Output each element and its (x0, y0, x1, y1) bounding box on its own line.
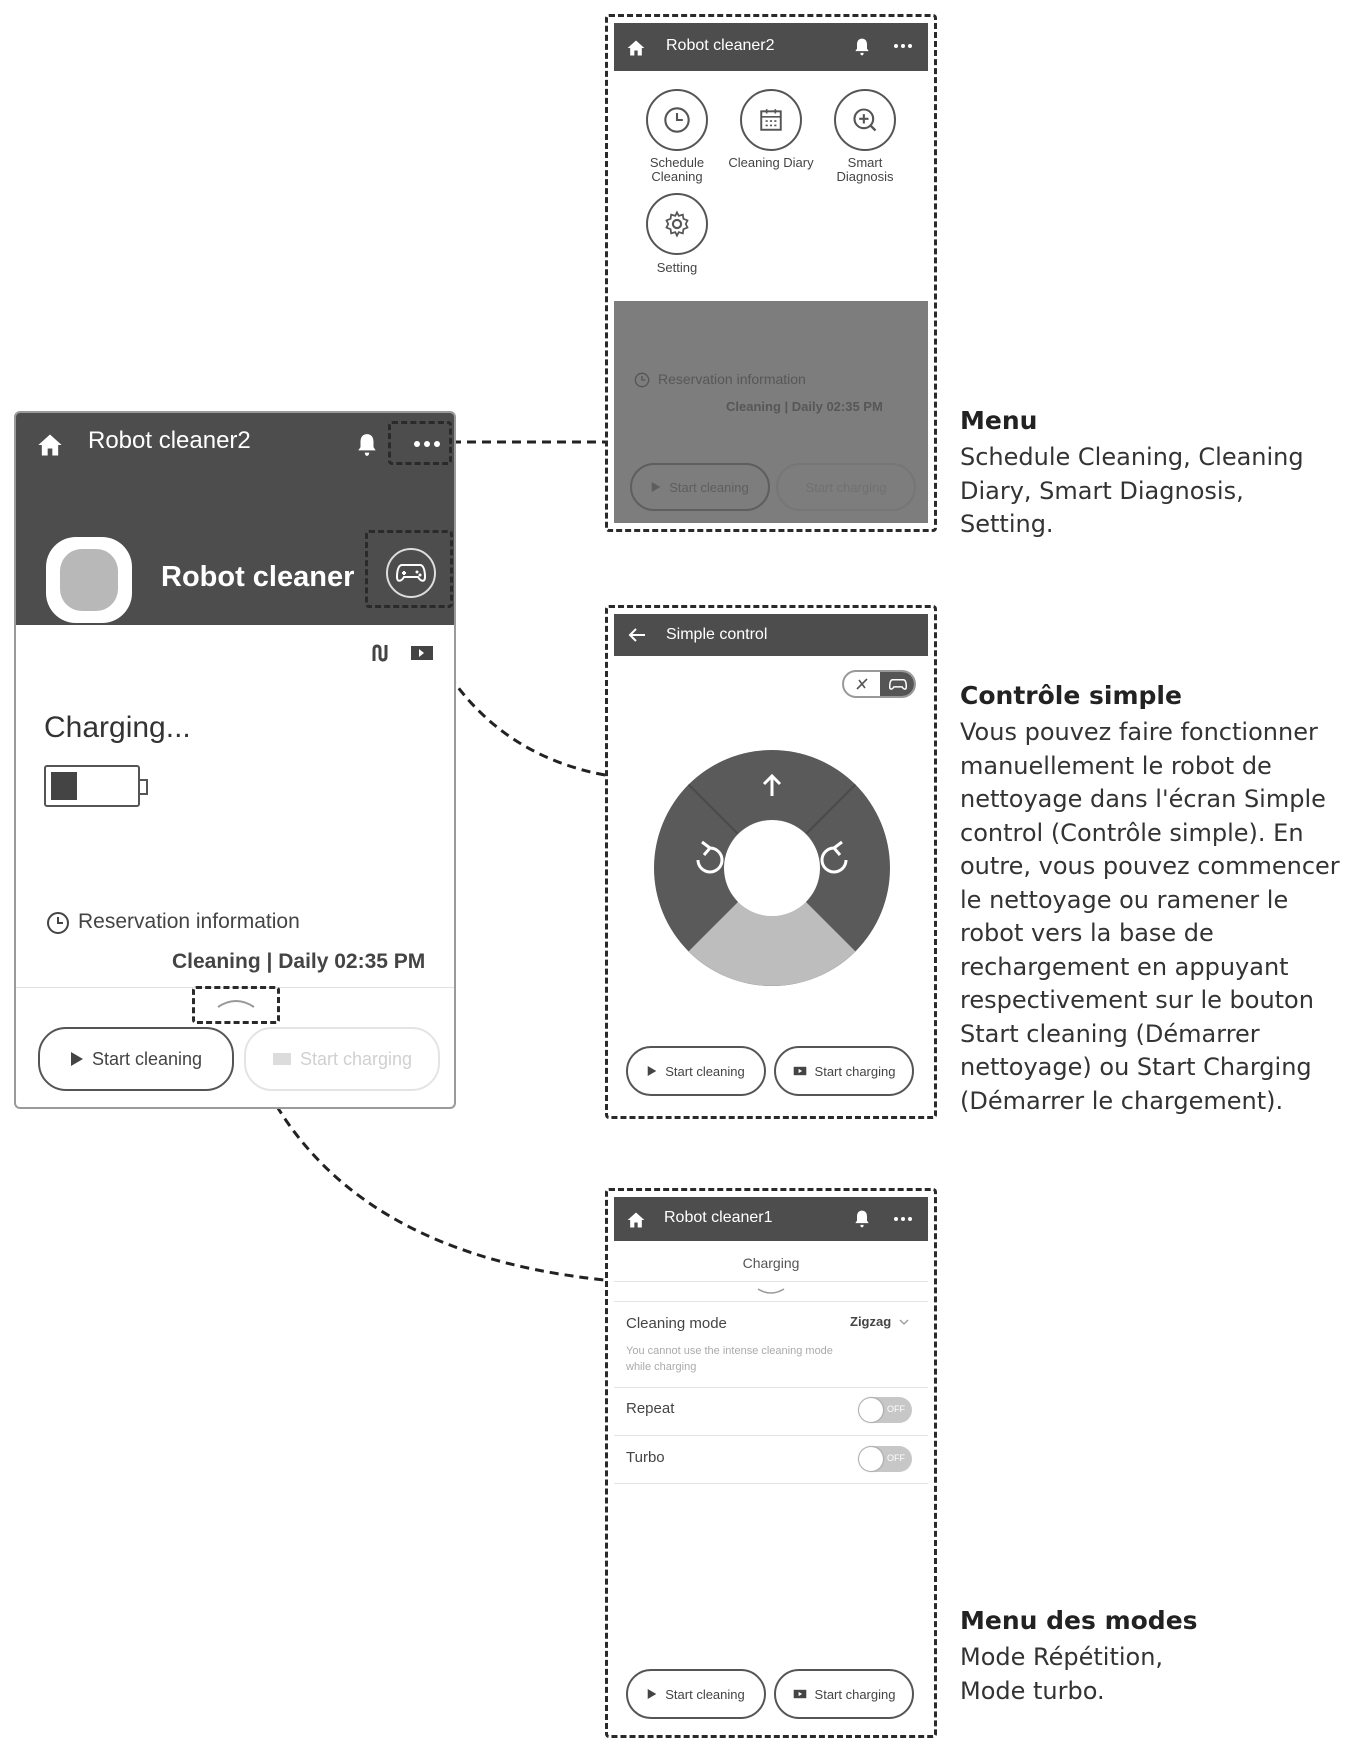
smart-diagnosis-button[interactable] (834, 89, 896, 151)
divider (614, 1281, 928, 1282)
main-title: Robot cleaner2 (88, 427, 251, 454)
simple-control-title: Simple control (666, 626, 768, 643)
highlight-more-menu (388, 421, 452, 465)
start-cleaning-label: Start cleaning (665, 1063, 745, 1079)
gamepad-icon (888, 678, 908, 691)
home-icon[interactable] (36, 431, 64, 459)
dimmed-reservation-value: Cleaning | Daily 02:35 PM (726, 399, 883, 414)
cleaning-mode-value: Zigzag (850, 1314, 892, 1329)
menu-phone-screen (614, 23, 928, 523)
reservation-label: Reservation information (78, 910, 300, 933)
mode-menu-heading: Menu des modes (960, 1606, 1198, 1635)
bell-icon[interactable] (852, 1209, 872, 1229)
clock-icon (663, 106, 691, 134)
setting-label: Setting (656, 260, 698, 275)
menu-heading: Menu (960, 406, 1038, 435)
calendar-icon (758, 107, 784, 133)
home-icon[interactable] (626, 38, 646, 58)
divider (614, 1387, 928, 1388)
dimmed-start-cleaning-button: Start cleaning (630, 463, 770, 511)
charging-dock-icon (793, 1066, 807, 1076)
charging-dock-icon (793, 1689, 807, 1699)
smart-diagnosis-label: Smart Diagnosis (836, 155, 894, 184)
mode-menu-title: Robot cleaner1 (664, 1209, 773, 1226)
start-charging-label: Start charging (814, 1686, 896, 1702)
simple-control-heading: Contrôle simple (960, 681, 1182, 710)
charging-dock-icon[interactable] (410, 645, 434, 661)
start-cleaning-label: Start cleaning (91, 1048, 203, 1069)
diagnosis-icon (851, 106, 879, 134)
map-icon[interactable] (370, 643, 392, 663)
status-text: Charging... (44, 711, 191, 744)
charging-dock-icon (272, 1052, 292, 1066)
gear-icon (663, 210, 691, 238)
start-cleaning-label: Start cleaning (665, 1686, 745, 1702)
simple-control-phone-screen (614, 614, 928, 1110)
manual-off-icon (854, 676, 870, 692)
schedule-cleaning-label: Schedule Cleaning (649, 155, 705, 184)
menu-title: Robot cleaner2 (666, 37, 775, 54)
play-icon (647, 1065, 657, 1077)
setting-button[interactable] (646, 193, 708, 255)
start-cleaning-button[interactable] (626, 1669, 766, 1719)
bell-icon[interactable] (354, 431, 380, 459)
clock-icon (46, 911, 70, 935)
play-icon (70, 1051, 84, 1067)
turbo-label: Turbo (626, 1449, 665, 1466)
more-icon[interactable] (894, 44, 914, 50)
battery-icon (44, 765, 140, 807)
highlight-mode-handle (192, 986, 280, 1024)
cleaning-mode-select[interactable] (850, 1314, 909, 1329)
simple-control-header (614, 614, 928, 656)
highlight-simple-control (365, 530, 453, 608)
divider (614, 1301, 928, 1302)
start-charging-label: Start charging (814, 1063, 896, 1079)
divider (614, 1483, 928, 1484)
collapse-handle-icon[interactable] (756, 1287, 786, 1297)
divider (614, 1435, 928, 1436)
dimmed-reservation-label: Reservation information (658, 371, 806, 387)
start-charging-button[interactable] (244, 1027, 440, 1091)
start-charging-button[interactable] (774, 1669, 914, 1719)
robot-avatar (46, 537, 132, 623)
mode-status: Charging (742, 1255, 800, 1271)
repeat-toggle[interactable]: OFF (858, 1397, 912, 1423)
direction-pad[interactable] (652, 748, 892, 988)
more-icon[interactable] (894, 1217, 914, 1223)
chevron-down-icon (899, 1319, 909, 1325)
cleaning-diary-button[interactable] (740, 89, 802, 151)
start-charging-label: Start charging (299, 1048, 413, 1069)
back-arrow-icon[interactable] (628, 627, 646, 643)
cleaning-diary-label: Cleaning Diary (728, 155, 814, 170)
home-icon[interactable] (626, 1210, 646, 1230)
reservation-value: Cleaning | Daily 02:35 PM (172, 950, 426, 973)
cleaning-mode-note: You cannot use the intense cleaning mode while charging (626, 1345, 833, 1373)
start-cleaning-button[interactable] (38, 1027, 234, 1091)
device-name: Robot cleaner (161, 561, 355, 593)
cleaning-mode-label: Cleaning mode (626, 1315, 727, 1332)
bell-icon[interactable] (852, 37, 872, 57)
menu-description: Schedule Cleaning, Cleaning Diary, Smart Diagnosis, Setting. (960, 443, 1304, 538)
clock-icon (634, 372, 650, 388)
mode-menu-phone-screen (614, 1197, 928, 1729)
repeat-label: Repeat (626, 1400, 675, 1417)
play-icon (647, 1688, 657, 1700)
start-charging-button[interactable] (774, 1046, 914, 1096)
dimmed-start-charging-button: Start charging (776, 463, 916, 511)
mode-switch[interactable] (842, 670, 916, 698)
mode-menu-description: Mode Répétition, Mode turbo. (960, 1643, 1164, 1705)
start-cleaning-button[interactable] (626, 1046, 766, 1096)
simple-control-description: Vous pouvez faire fonctionner manuellement le robot de nettoyage dans l'écran Simple control (Contrôle simple). En outre, vous pouvez commencer le nettoyage ou ramener le robot vers la base de rechargement en appuyant respectivement sur le bouton Start cleaning (Démarrer nettoyage) ou Start Charging (Démarrer le chargement). (960, 718, 1340, 1115)
schedule-cleaning-button[interactable] (646, 89, 708, 151)
turbo-toggle[interactable]: OFF (858, 1446, 912, 1472)
